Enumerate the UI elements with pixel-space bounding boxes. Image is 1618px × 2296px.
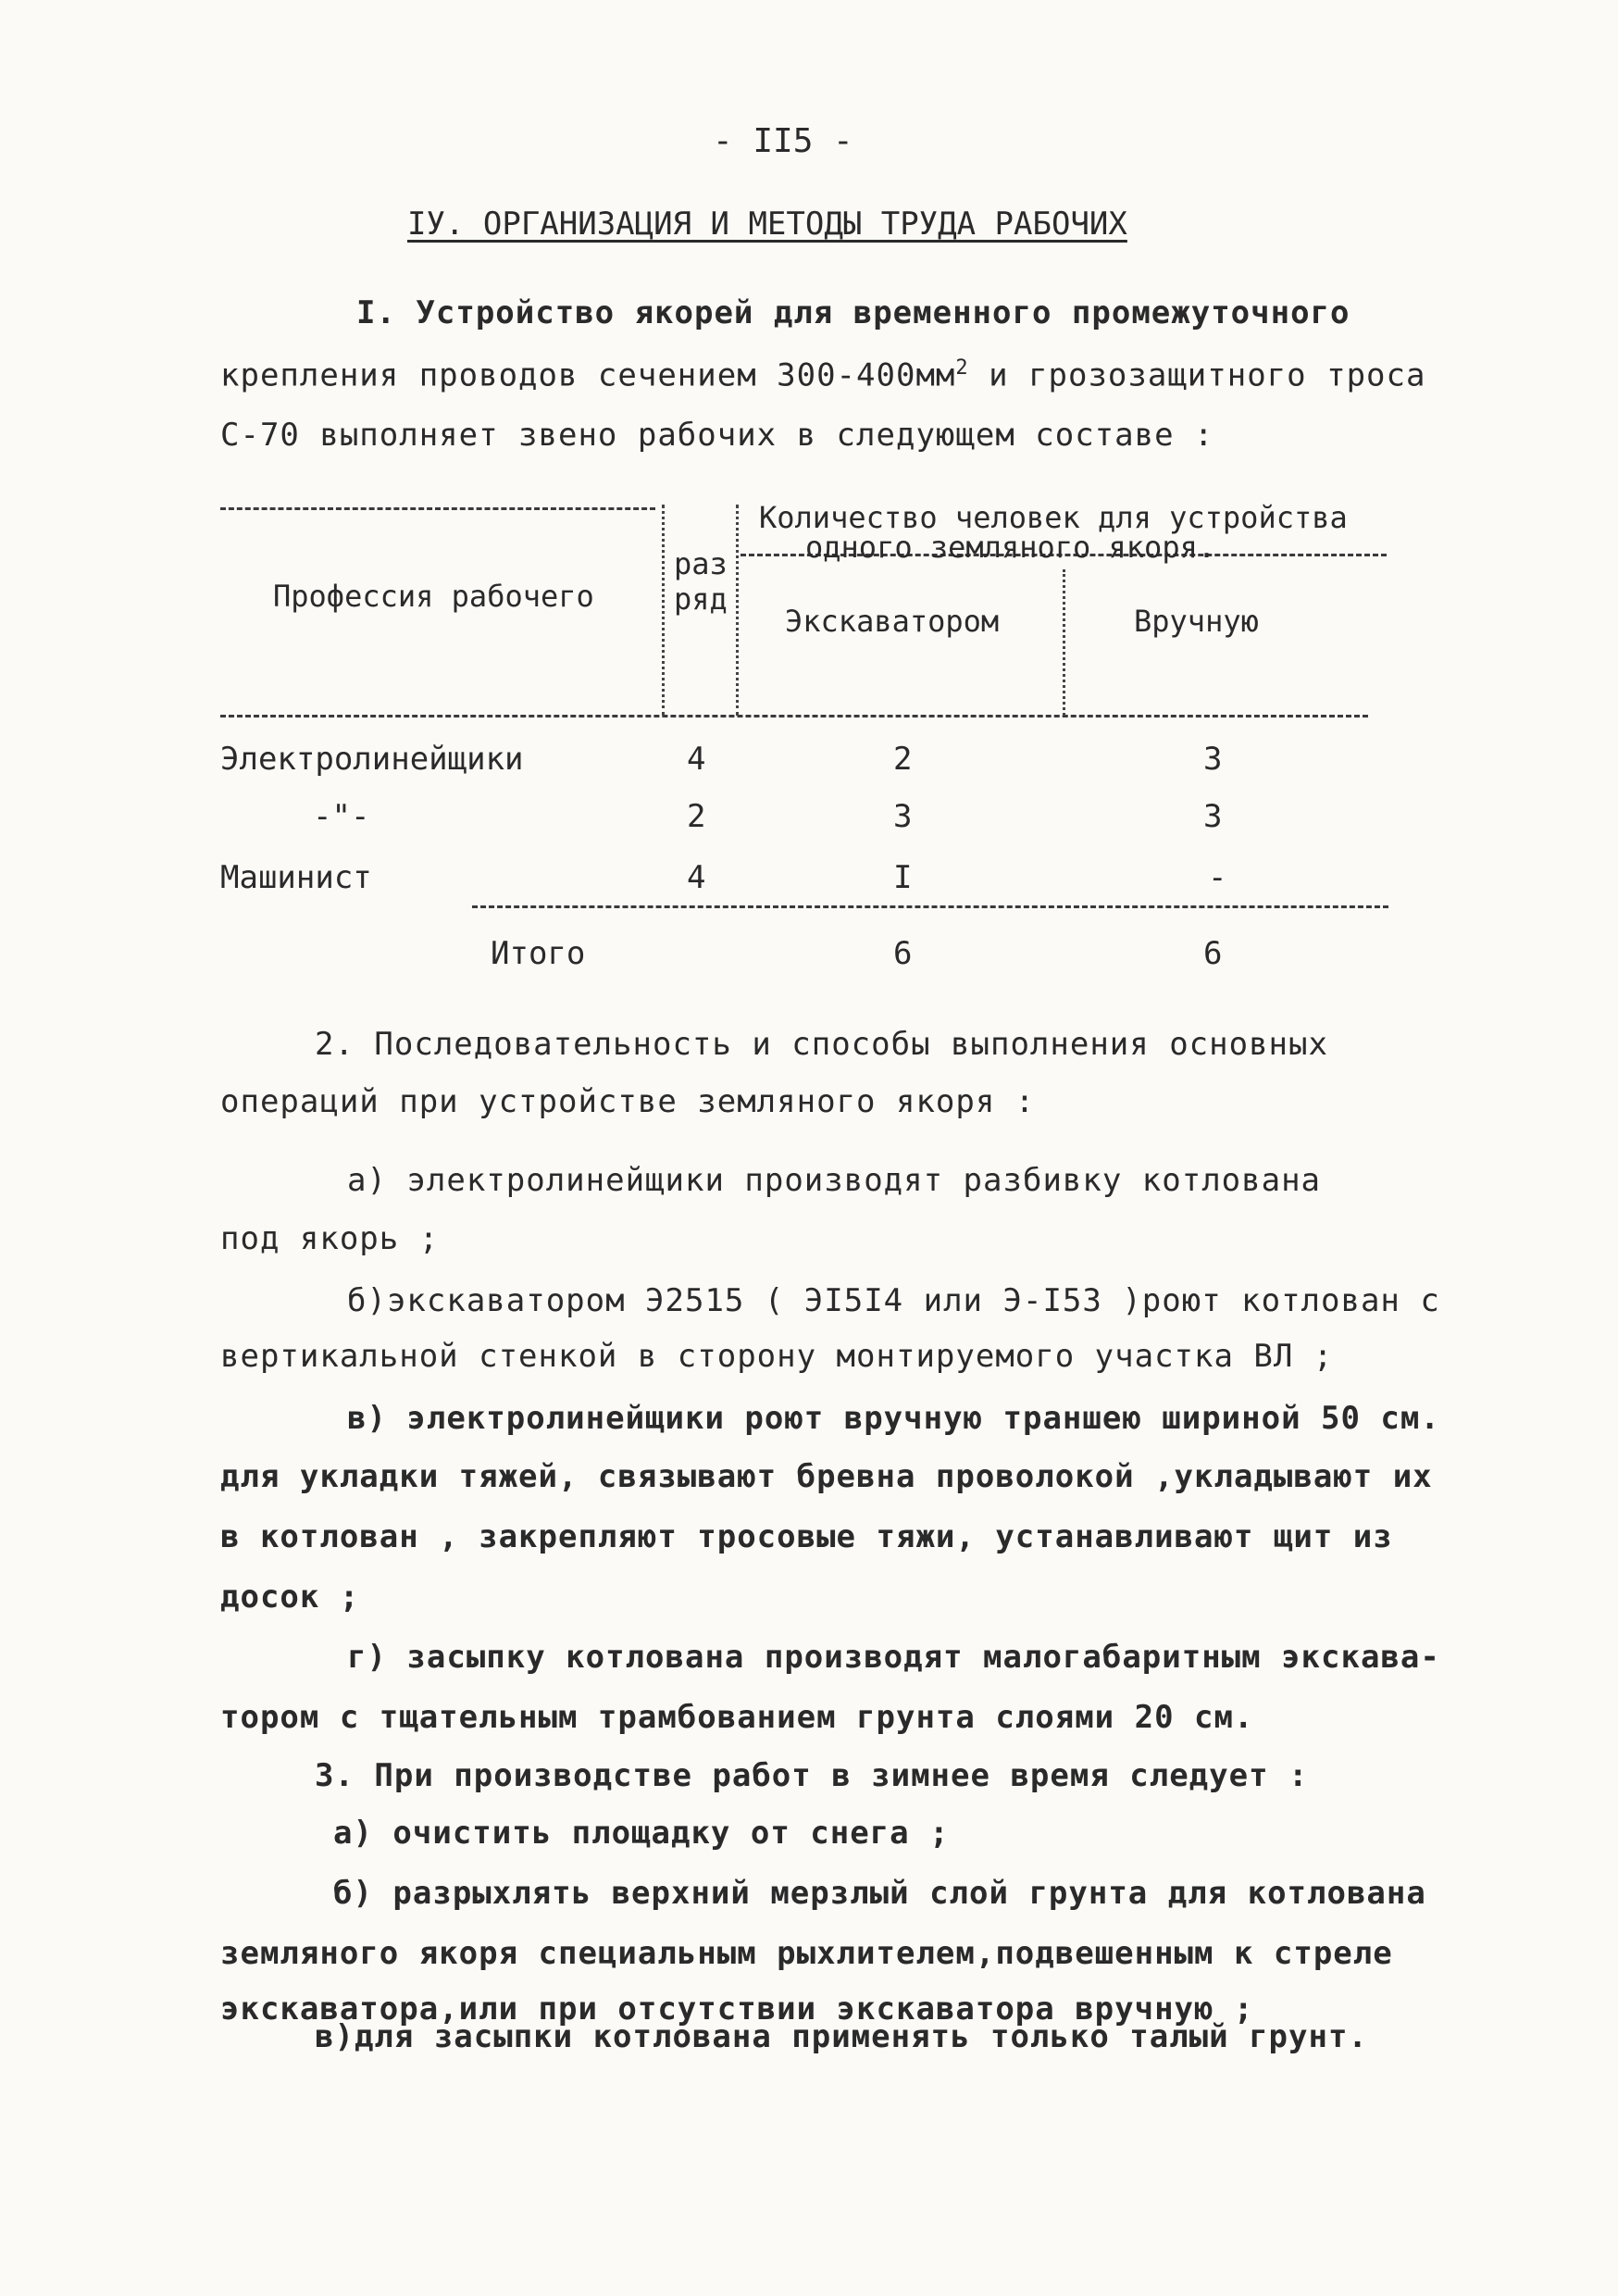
item-b-line-2: вертикальной стенкой в сторону монтируемого участка ВЛ ;: [220, 1338, 1334, 1375]
item-c-line-3: в котлован , закрепляют тросовые тяжи, устанавливают щит из: [220, 1518, 1393, 1555]
header-grade-2: ряд: [674, 581, 728, 617]
paragraph-3-item-b-line-2: земляного якоря специальным рыхлителем,подвешенным к стреле: [220, 1935, 1393, 1972]
row-2-profession: -"-: [313, 798, 370, 835]
total-excavator: 6: [893, 935, 913, 972]
paragraph-3-item-b-line-1: б) разрыхлять верхний мерзлый слой грунта для котлована: [333, 1875, 1426, 1912]
paragraph-3-item-a: а) очистить площадку от снега ;: [333, 1815, 950, 1852]
total-manual: 6: [1203, 935, 1223, 972]
header-grade-1: раз: [674, 546, 728, 581]
section-title: IУ. ОРГАНИЗАЦИЯ И МЕТОДЫ ТРУДА РАБОЧИХ: [407, 206, 1127, 243]
header-profession: Профессия рабочего: [273, 579, 594, 614]
header-excavator: Экскаватором: [785, 604, 1000, 639]
header-group-1: Количество человек для устройства: [759, 500, 1348, 535]
paragraph-3-item-b-line-3: экскаватора,или при отсутствии экскаватора вручную ;: [220, 1990, 1254, 2028]
row-2-manual: 3: [1203, 798, 1223, 835]
table-header-bottom-rule: [220, 715, 1368, 718]
item-a-line-2: под якорь ;: [220, 1220, 440, 1257]
row-1-profession: Электролинейщики: [220, 741, 524, 778]
paragraph-1-line-3: С-70 выполняет звено рабочих в следующем составе :: [220, 417, 1214, 454]
table-divider-2: [736, 505, 739, 716]
row-3-excavator: I: [893, 859, 913, 896]
item-a-line-1: а) электролинейщики производят разбивку котлована: [347, 1162, 1322, 1199]
item-c-line-2: для укладки тяжей, связывают бревна проволокой ,укладывают их: [220, 1458, 1433, 1495]
table-top-rule: [220, 507, 655, 510]
row-1-excavator: 2: [893, 741, 913, 778]
item-b-line-1: б)экскаватором Э2515 ( ЭI5I4 или Э-I53 )роют котлован с: [347, 1282, 1440, 1319]
item-d-line-2: тором с тщательным трамбованием грунта слоями 20 см.: [220, 1699, 1254, 1736]
item-d-line-1: г) засыпку котлована производят малогабаритным экскава-: [347, 1639, 1440, 1676]
row-1-manual: 3: [1203, 741, 1223, 778]
paragraph-3-item-c: в)для засыпки котлована применять только талый грунт.: [315, 2018, 1368, 2055]
item-c-line-1: в) электролинейщики роют вручную траншею шириной 50 см.: [347, 1400, 1440, 1437]
paragraph-1-line-2: [220, 356, 1425, 393]
superscript-2: 2: [955, 356, 969, 380]
paragraph-3-line-1: 3. При производстве работ в зимнее время следует :: [315, 1757, 1309, 1794]
total-label: Итого: [491, 935, 586, 972]
paragraph-1-line-1: I. Устройство якорей для временного промежуточного: [356, 294, 1350, 331]
table-divider-3: [1063, 569, 1065, 716]
row-2-excavator: 3: [893, 798, 913, 835]
row-3-profession: Машинист: [220, 859, 372, 896]
item-c-line-4: досок ;: [220, 1578, 360, 1616]
paragraph-1-line-2b: и грозозащитного троса: [968, 356, 1426, 394]
table-divider-1: [662, 505, 665, 716]
row-2-grade: 2: [687, 798, 706, 835]
paragraph-2-line-1: 2. Последовательность и способы выполнения основных: [315, 1026, 1328, 1063]
header-group-2: одного земляного якоря.: [805, 530, 1216, 565]
header-manual: Вручную: [1134, 604, 1259, 639]
paragraph-1-line-2a: крепления проводов сечением 300-400мм: [220, 356, 956, 394]
row-3-manual: -: [1208, 859, 1227, 896]
table-total-rule: [472, 905, 1388, 908]
paragraph-2-line-2: операций при устройстве земляного якоря :: [220, 1083, 1036, 1120]
row-3-grade: 4: [687, 859, 706, 896]
row-1-grade: 4: [687, 741, 706, 778]
page-number: - II5 -: [713, 122, 853, 160]
